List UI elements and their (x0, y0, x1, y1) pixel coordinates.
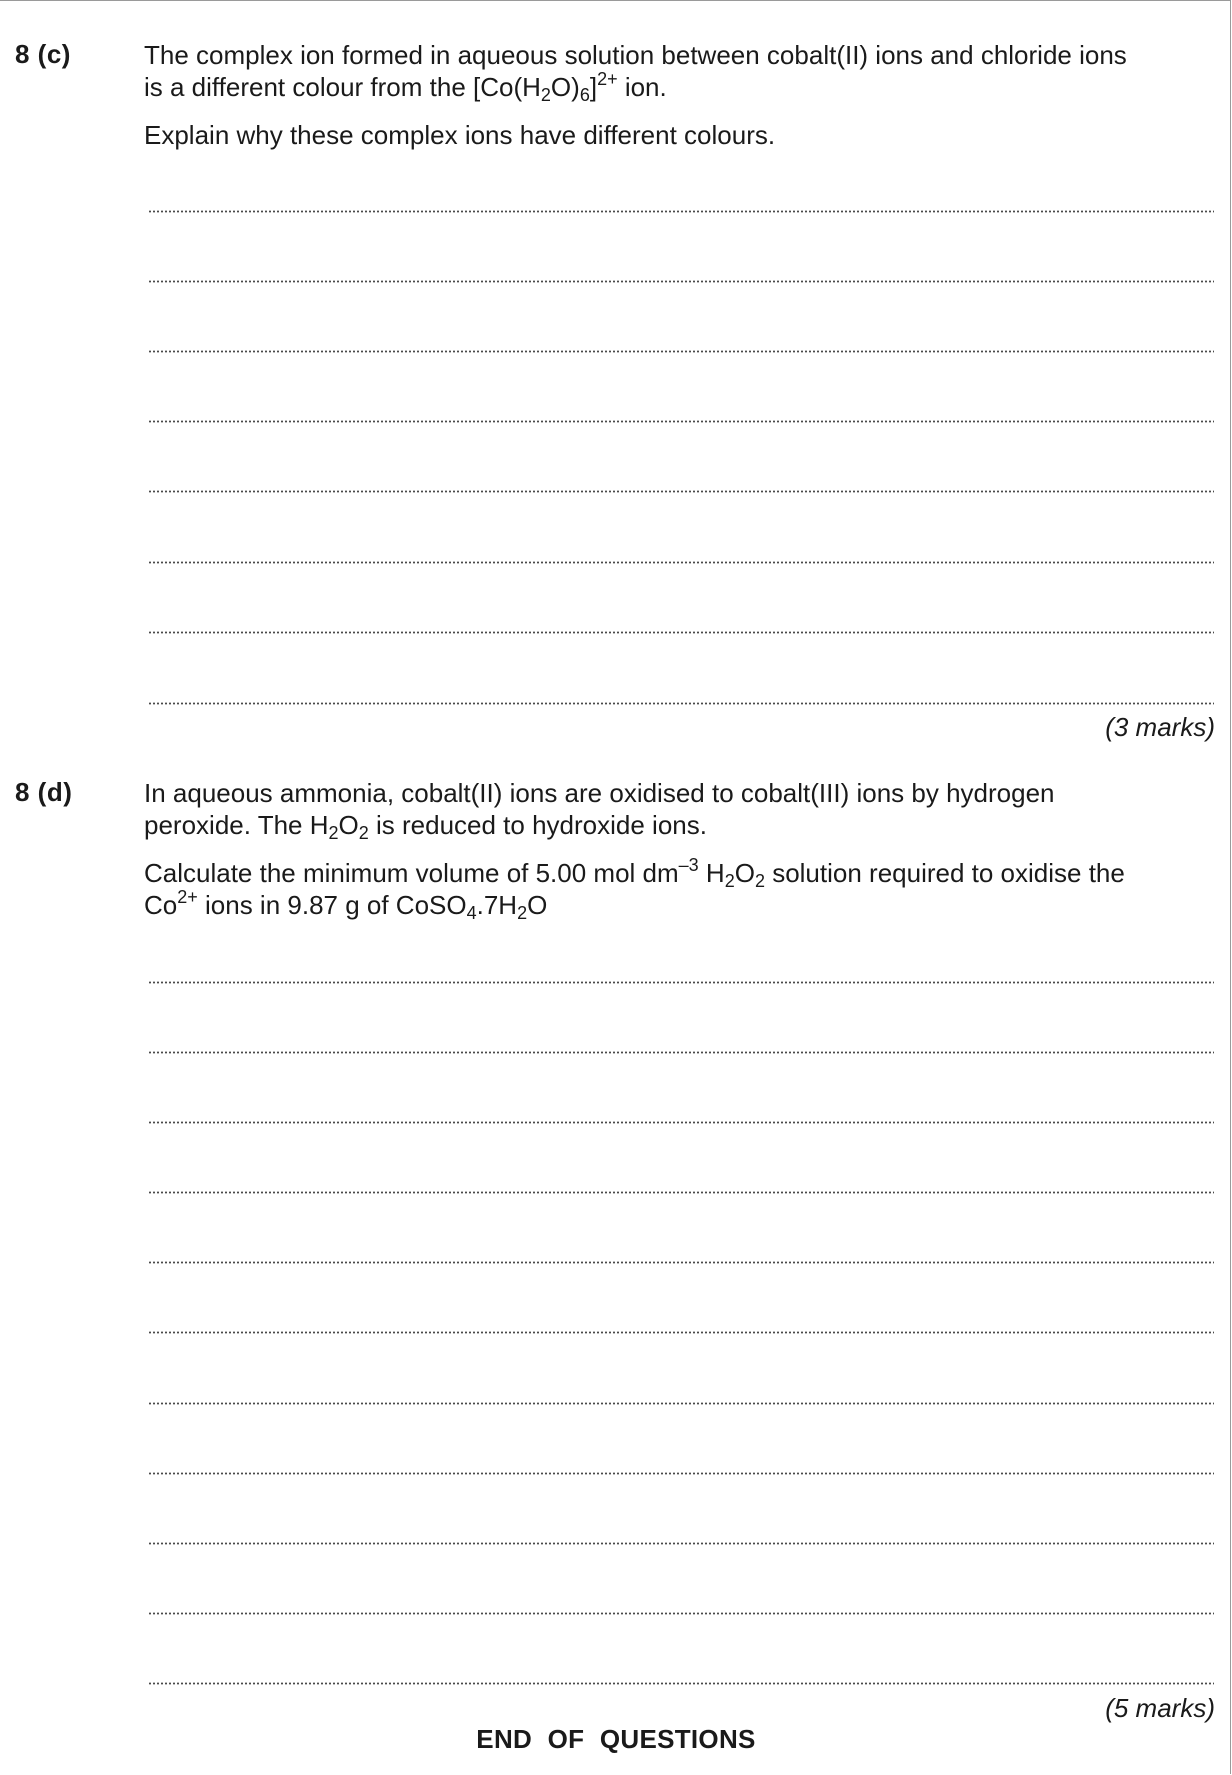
answer-line-8d-6[interactable] (148, 1331, 1214, 1334)
question-8d-line2: peroxide. The $H_2O_2$ is reduced to hydroxide ions. (144, 810, 707, 843)
answer-line-8c-1[interactable] (148, 210, 1214, 213)
question-8c-marks: (3 marks) (1105, 712, 1215, 742)
question-8d-calc-line2: $Co^{2+}$ ions in 9.87 g of $CoSO_4.7H_2O$ (144, 887, 548, 923)
answer-line-8d-3[interactable] (148, 1121, 1214, 1124)
question-8d-calculation (144, 857, 1214, 921)
answer-line-8d-1[interactable] (148, 981, 1214, 984)
question-8d-stem (144, 777, 1214, 841)
answer-line-8c-8[interactable] (148, 702, 1214, 705)
question-8c-instruction: Explain why these complex ions have different colours. (144, 120, 776, 150)
answer-line-8c-4[interactable] (148, 420, 1214, 423)
answer-line-8d-9[interactable] (148, 1542, 1214, 1545)
question-8c-number: 8 (c) (15, 39, 71, 69)
question-8c-line1: The complex ion formed in aqueous solution between cobalt(II) ions and chloride ions (144, 40, 1127, 70)
answer-line-8c-5[interactable] (148, 490, 1214, 493)
answer-line-8d-7[interactable] (148, 1402, 1214, 1405)
question-8d-number: 8 (d) (15, 777, 73, 807)
answer-line-8c-6[interactable] (148, 561, 1214, 564)
answer-line-8d-2[interactable] (148, 1051, 1214, 1054)
question-8c-line2: is a different colour from the $[Co(H_2O)_6]^{2+}$ ion. (144, 69, 667, 105)
answer-line-8d-5[interactable] (148, 1261, 1214, 1264)
answer-line-8d-11[interactable] (148, 1682, 1214, 1685)
answer-line-8d-8[interactable] (148, 1472, 1214, 1475)
question-8d-marks: (5 marks) (1105, 1693, 1215, 1723)
question-8d-line1: In aqueous ammonia, cobalt(II) ions are oxidised to cobalt(III) ions by hydrogen (144, 778, 1055, 808)
answer-line-8d-4[interactable] (148, 1191, 1214, 1194)
question-8d-calc-line1: Calculate the minimum volume of 5.00 mol $dm^{-3}$ $H_2O_2$ solution required to oxidise the (144, 855, 1125, 891)
answer-line-8c-7[interactable] (148, 631, 1214, 634)
answer-line-8d-10[interactable] (148, 1612, 1214, 1615)
answer-line-8c-2[interactable] (148, 280, 1214, 283)
end-of-questions: END OF QUESTIONS (476, 1724, 756, 1754)
answer-line-8c-3[interactable] (148, 350, 1214, 353)
question-8c-stem (144, 39, 1214, 103)
